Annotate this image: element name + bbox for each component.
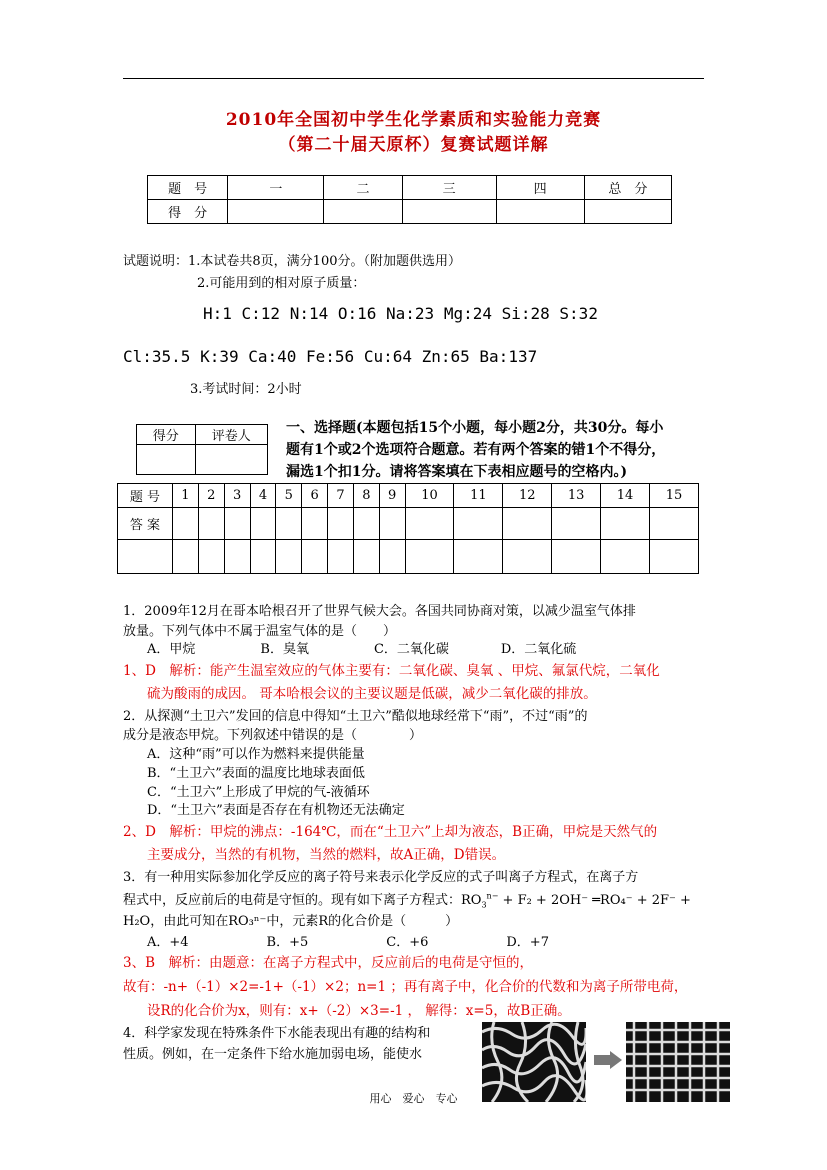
answer-number-13: 13 <box>552 484 601 508</box>
answer-cell-2 <box>198 508 224 540</box>
answer-row-label: 答 案 <box>118 508 173 540</box>
page-subtitle: （第二十届天原杯）复赛试题详解 <box>278 135 549 155</box>
answer-cell-13 <box>552 508 601 540</box>
answer-header-label: 题 号 <box>118 484 173 508</box>
q3-line2-post: + F₂ + 2OH⁻ ═RO₄⁻ + 2F⁻ + <box>498 893 691 908</box>
q2-option-b: B．“土卫六”表面的温度比地球表面低 <box>147 766 365 781</box>
q2-answer-1: 2、D 解析：甲烷的沸点：-164℃，而在“土卫六”上却为液态，B正确，甲烷是天然气的 <box>123 824 658 840</box>
answer-cell-5 <box>276 508 302 540</box>
score-header: 题 号 <box>148 176 228 200</box>
q4-line2: 性质。例如，在一定条件下给水施加弱电场，能使水 <box>123 1047 423 1062</box>
answer-number-14: 14 <box>601 484 650 508</box>
q2-option-d: D．“土卫六”表面是否存在有机物还无法确定 <box>147 803 405 818</box>
grader-score-label: 得分 <box>137 425 196 445</box>
q3-answer-1: 3、B 解析：由题意：在离子方程式中，反应前后的电荷是守恒的， <box>123 955 534 971</box>
q2-option-a: A．这种“雨”可以作为燃料来提供能量 <box>147 747 365 762</box>
top-rule <box>123 78 704 79</box>
instructions-line2: 2.可能用到的相对原子质量： <box>197 276 366 291</box>
answer-cell-12 <box>503 508 552 540</box>
answer-number-8: 8 <box>353 484 379 508</box>
answer-number-7: 7 <box>328 484 354 508</box>
q3-line2-pre: 程式中，反应前后的电荷是守恒的。现有如下离子方程式：RO <box>123 893 482 908</box>
answer-cell-extra-3 <box>224 540 250 574</box>
answer-cell-4 <box>250 508 276 540</box>
answer-cell-extra-5 <box>276 540 302 574</box>
score-col-2: 二 <box>324 176 402 200</box>
answer-cell-extra-12 <box>503 540 552 574</box>
answer-number-15: 15 <box>649 484 698 508</box>
section1-heading-3: 漏选1个扣1分。请将答案填在下表相应题号的空格内。) <box>286 464 628 480</box>
answer-number-11: 11 <box>454 484 503 508</box>
answer-number-3: 3 <box>224 484 250 508</box>
grader-box <box>136 424 268 475</box>
answer-number-6: 6 <box>302 484 328 508</box>
q2-line1: 2．从探测“土卫六”发回的信息中得知“土卫六”酷似地球经常下“雨”，不过“雨”的 <box>123 709 588 724</box>
answer-table <box>117 483 699 574</box>
answer-number-4: 4 <box>250 484 276 508</box>
q1-line2: 放量。下列气体中不属于温室气体的是（ ） <box>123 624 397 639</box>
answer-cell-extra-1 <box>173 540 199 574</box>
q1-answer-2: 硫为酸雨的成因。 哥本哈根会议的主要议题是低碳，减少二氧化碳的排放。 <box>147 686 597 702</box>
q2-option-c: C．“土卫六”上形成了甲烷的气-液循环 <box>147 785 370 800</box>
q2-line2: 成分是液态甲烷。下列叙述中错误的是（ ） <box>123 728 423 743</box>
answer-cell-15 <box>649 508 698 540</box>
answer-cell-9 <box>379 508 405 540</box>
page-title: 2010年全国初中学生化学素质和实验能力竞赛 <box>225 110 602 130</box>
page-footer: 用心 爱心 专心 <box>369 1092 458 1105</box>
answer-cell-extra-11 <box>454 540 503 574</box>
score-col-total: 总 分 <box>584 176 671 200</box>
answer-cell-6 <box>302 508 328 540</box>
answer-cell-extra-4 <box>250 540 276 574</box>
answer-cell-extra-2 <box>198 540 224 574</box>
answer-cell-extra-7 <box>328 540 354 574</box>
score-col-1: 一 <box>228 176 324 200</box>
section1-heading-1: 一、选择题(本题包括15个小题，每小题2分，共30分。每小 <box>286 420 664 436</box>
answer-cell-7 <box>328 508 354 540</box>
answer-cell-8 <box>353 508 379 540</box>
answer-cell-extra-14 <box>601 540 650 574</box>
atomic-masses-2: Cl:35.5 K:39 Ca:40 Fe:56 Cu:64 Zn:65 Ba:137 <box>123 347 538 366</box>
arrow-right-icon <box>594 1051 622 1073</box>
answer-number-9: 9 <box>379 484 405 508</box>
atomic-masses-1: H:1 C:12 N:14 O:16 Na:23 Mg:24 Si:28 S:32 <box>203 304 598 323</box>
score-col-3: 三 <box>402 176 496 200</box>
score-col-4: 四 <box>496 176 584 200</box>
answer-number-1: 1 <box>173 484 199 508</box>
answer-number-5: 5 <box>276 484 302 508</box>
q3-answer-2: 故有：-n+（-1）×2=-1+（-1）×2；n=1 ；再有离子中，化合价的代数和为离子所带电荷， <box>123 979 688 995</box>
q1-answer-1: 1、D 解析：能产生温室效应的气体主要有：二氧化碳、臭氧 、甲烷、氟氯代烷，二氧化 <box>123 663 660 679</box>
answer-cell-extra-15 <box>649 540 698 574</box>
q3-line3: H₂O，由此可知在RO₃ⁿ⁻中，元素R的化合价是（ ） <box>123 914 459 929</box>
answer-cell-extra-9 <box>379 540 405 574</box>
answer-number-2: 2 <box>198 484 224 508</box>
answer-cell-extra-6 <box>302 540 328 574</box>
answer-cell-extra-10 <box>405 540 454 574</box>
answer-cell-10 <box>405 508 454 540</box>
answer-cell-extra-13 <box>552 540 601 574</box>
answer-cell-1 <box>173 508 199 540</box>
score-row-label: 得 分 <box>148 200 228 224</box>
grader-label: 评卷人 <box>195 425 267 445</box>
q1-options: A．甲烷 B．臭氧 C．二氧化碳 D．二氧化硫 <box>147 642 577 657</box>
q4-line1: 4．科学家发现在特殊条件下水能表现出有趣的结构和 <box>123 1026 431 1041</box>
answer-cell-3 <box>224 508 250 540</box>
instructions-line3: 3.考试时间：2小时 <box>190 382 302 397</box>
q3-line2: 程式中，反应前后的电荷是守恒的。现有如下离子方程式：$RO_3^{n-} + F_2 + 2OH^-$ ═RO₄⁻ + 2F⁻ + <box>123 891 691 910</box>
answer-cell-14 <box>601 508 650 540</box>
answer-number-10: 10 <box>405 484 454 508</box>
section1-heading-2: 题有1个或2个选项符合题意。若有两个答案的错1个不得分， <box>286 442 666 458</box>
q1-line1: 1．2009年12月在哥本哈根召开了世界气候大会。各国共同协商对策，以减少温室气体排 <box>123 604 636 619</box>
score-table <box>147 175 672 224</box>
q3-options: A．+4 B．+5 C．+6 D．+7 <box>147 935 549 950</box>
q3-line1: 3．有一种用实际参加化学反应的离子符号来表示化学反应的式子叫离子方程式，在离子方 <box>123 870 639 885</box>
answer-cell-extra-8 <box>353 540 379 574</box>
q3-answer-3: 设R的化合价为x，则有：x+（-2）×3=-1 ， 解得：x=5，故B正确。 <box>147 1003 571 1019</box>
instructions-line1: 试题说明：1.本试卷共8页，满分100分。（附加题供选用） <box>123 254 461 269</box>
answer-cell-11 <box>454 508 503 540</box>
answer-number-12: 12 <box>503 484 552 508</box>
q2-answer-2: 主要成分，当然的有机物，当然的燃料，故A正确，D错误。 <box>147 847 506 863</box>
